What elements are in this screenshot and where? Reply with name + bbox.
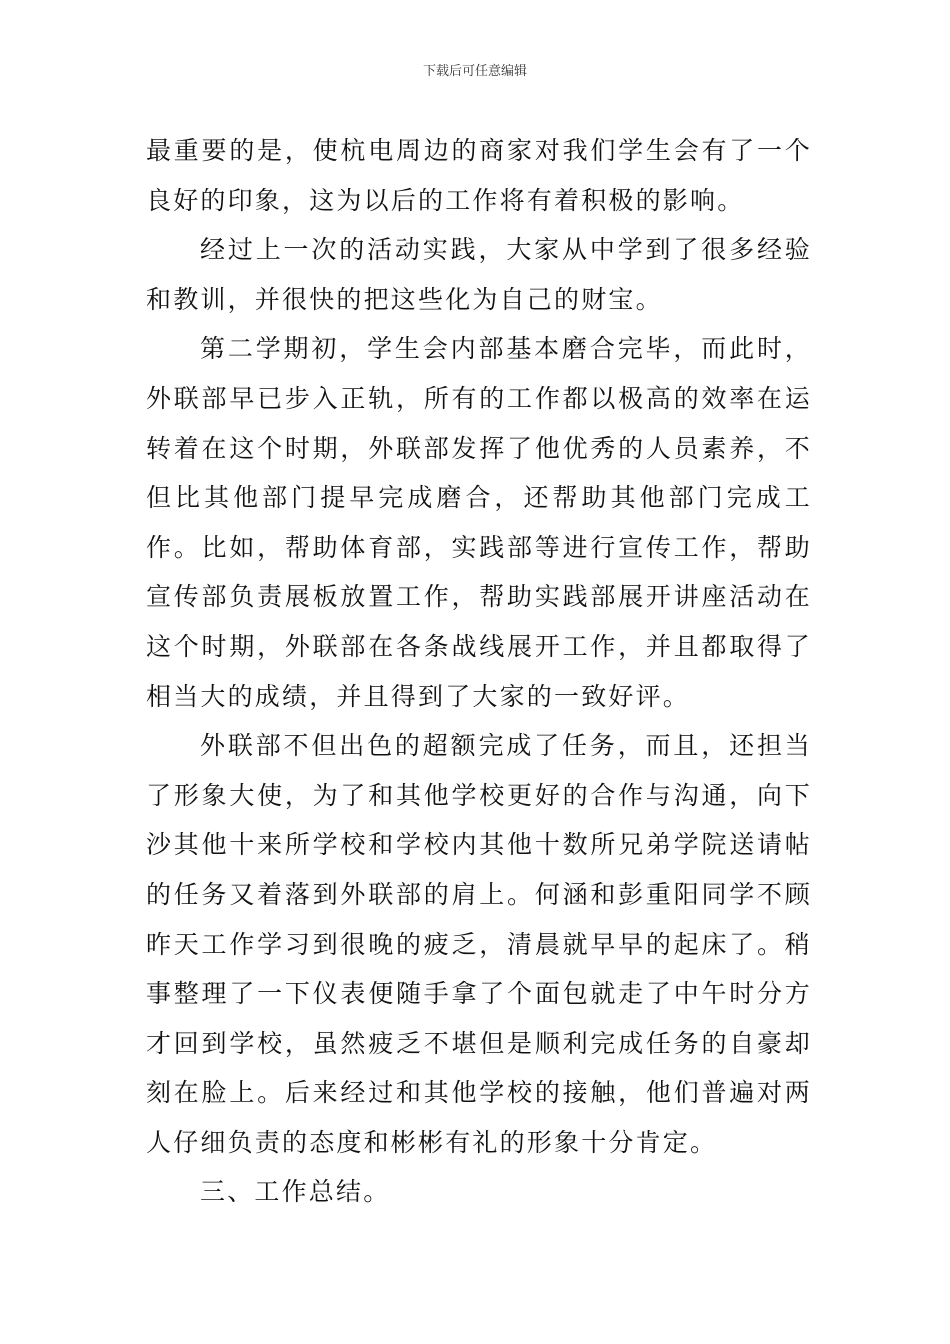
paragraph-second-semester: 第二学期初，学生会内部基本磨合完毕，而此时，外联部早已步入正轨，所有的工作都以极高的效率在运转着在这个时期，外联部发挥了他优秀的人员素养，不但比其他部门提早完成磨合，还帮助其他部门完成工作。比如，帮助体育部，实践部等进行宣传工作，帮助宣传部负责展板放置工作，帮助实践部展开讲座活动在这个时期，外联部在各条战线展开工作，并且都取得了相当大的成绩，并且得到了大家的一致好评。 [146,334,812,711]
paragraph-experience: 经过上一次的活动实践，大家从中学到了很多经验和教训，并很快的把这些化为自己的财宝。 [146,235,812,314]
page-header-note: 下载后可任意编辑 [422,64,527,79]
paragraph-continuation: 最重要的是，使杭电周边的商家对我们学生会有了一个良好的印象，这为以后的工作将有着积极的影响。 [146,136,812,215]
paragraph-ambassador: 外联部不但出色的超额完成了任务，而且，还担当了形象大使，为了和其他学校更好的合作与沟通，向下沙其他十来所学校和学校内其他十数所兄弟学院送请帖的任务又着落到外联部的肩上。何涵和彭重阳同学不顾昨天工作学习到很晚的疲乏，清晨就早早的起床了。稍事整理了一下仪表便随手拿了个面包就走了中午时分方才回到学校，虽然疲乏不堪但是顺利完成任务的自豪却刻在脸上。后来经过和其他学校的接触，他们普遍对两人仔细负责的态度和彬彬有礼的形象十分肯定。 [146,731,812,1157]
document-body [146,126,812,1217]
section-heading-work-summary: 三、工作总结。 [200,1177,391,1207]
